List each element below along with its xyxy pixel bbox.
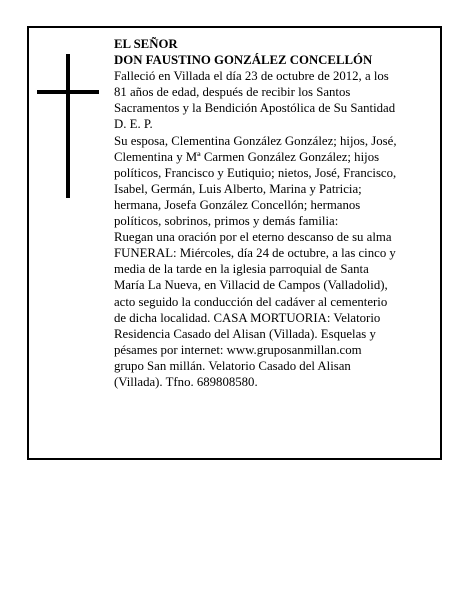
body-line: (Villada). Tfno. 689808580. [114, 374, 258, 389]
body-line: media de la tarde en la iglesia parroquial de Santa [114, 262, 369, 277]
obituary-heading-title: EL SEÑOR [114, 37, 178, 51]
body-line: Ruegan una oración por el eterno descanso de su alma [114, 230, 392, 245]
body-line: grupo San millán. Velatorio Casado del Alisan [114, 358, 351, 373]
body-line: políticos, sobrinos, primos y demás familia: [114, 214, 339, 229]
body-line: María La Nueva, en Villacid de Campos (Valladolid), [114, 278, 388, 293]
body-line: Residencia Casado del Alisan (Villada). Esquelas y [114, 326, 376, 341]
body-line: Sacramentos y la Bendición Apostólica de Su Santidad [114, 101, 396, 116]
body-line: 81 años de edad, después de recibir los Santos [114, 85, 351, 100]
body-line: de dicha localidad. CASA MORTUORIA: Velatorio [114, 310, 381, 325]
body-line: Isabel, Germán, Luis Alberto, Marina y Patricia; [114, 181, 362, 196]
body-line: Falleció en Villada el día 23 de octubre de 2012, a los [114, 69, 389, 84]
body-line: FUNERAL: Miércoles, día 24 de octubre, a las cinco y [114, 246, 396, 261]
body-line: políticos, Francisco y Eutiquio; nietos, José, Francisco, [114, 165, 397, 180]
body-line: D. E. P. [114, 117, 153, 132]
deceased-name: DON FAUSTINO GONZÁLEZ CONCELLÓN [114, 53, 373, 68]
cross-horizontal-bar [37, 90, 99, 94]
body-line: Su esposa, Clementina González González; hijos, José, [114, 133, 397, 148]
body-line: acto seguido la conducción del cadáver al cementerio [114, 294, 388, 309]
body-line: pésames por internet: www.gruposanmillan.com [114, 342, 362, 357]
obituary-text [114, 36, 434, 390]
body-line: Clementina y Mª Carmen González González; hijos [114, 149, 380, 164]
body-line: hermana, Josefa González Concellón; hermanos [114, 197, 361, 212]
cross-vertical-bar [66, 54, 70, 198]
